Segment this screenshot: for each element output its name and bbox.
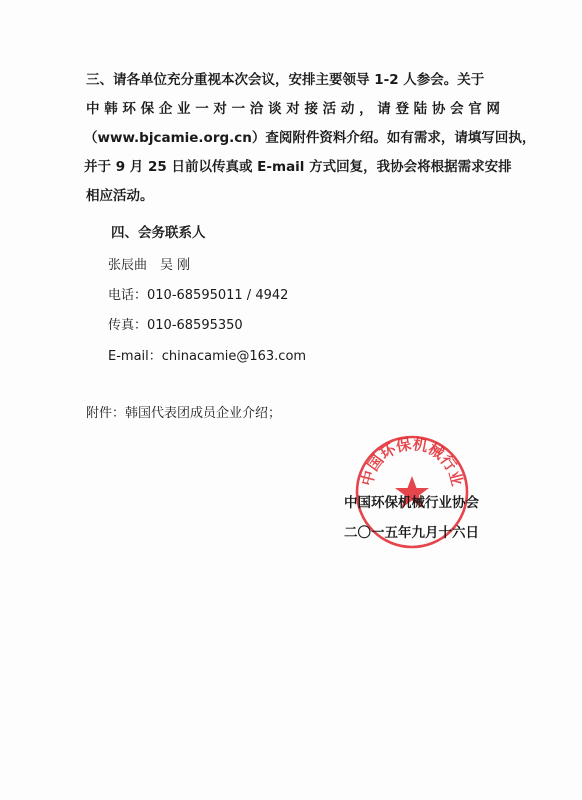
section-3-line-5: 相应活动。 — [86, 188, 154, 204]
seal-text: 中国环保机械行业 — [357, 435, 467, 488]
contact-fax: 传真：010-68595350 — [108, 318, 243, 333]
contact-phone: 电话：010-68595011 / 4942 — [108, 288, 289, 303]
signature-organization: 中国环保机械行业协会 — [344, 495, 479, 511]
contact-names: 张辰曲 吴 刚 — [108, 258, 191, 273]
section-3-line-1: 三、请各单位充分重视本次会议，安排主要领导 1-2 人参会。关于 — [86, 72, 485, 88]
contact-email: E-mail：chinacamie@163.com — [108, 349, 307, 364]
signature-date: 二〇一五年九月十六日 — [344, 525, 479, 541]
attachment-note: 附件：韩国代表团成员企业介绍； — [86, 406, 282, 421]
section-4-heading: 四、会务联系人 — [111, 225, 206, 241]
section-3-line-3: （www.bjcamie.org.cn）查阅附件资料介绍。如有需求，请填写回执， — [84, 130, 536, 146]
section-3-line-4: 并于 9 月 25 日前以传真或 E-mail 方式回复，我协会将根据需求安排 — [84, 159, 512, 175]
section-3-paragraph — [84, 66, 536, 211]
section-3-line-2: 中韩环保企业一对一洽谈对接活动，请登陆协会官网 — [86, 101, 500, 117]
